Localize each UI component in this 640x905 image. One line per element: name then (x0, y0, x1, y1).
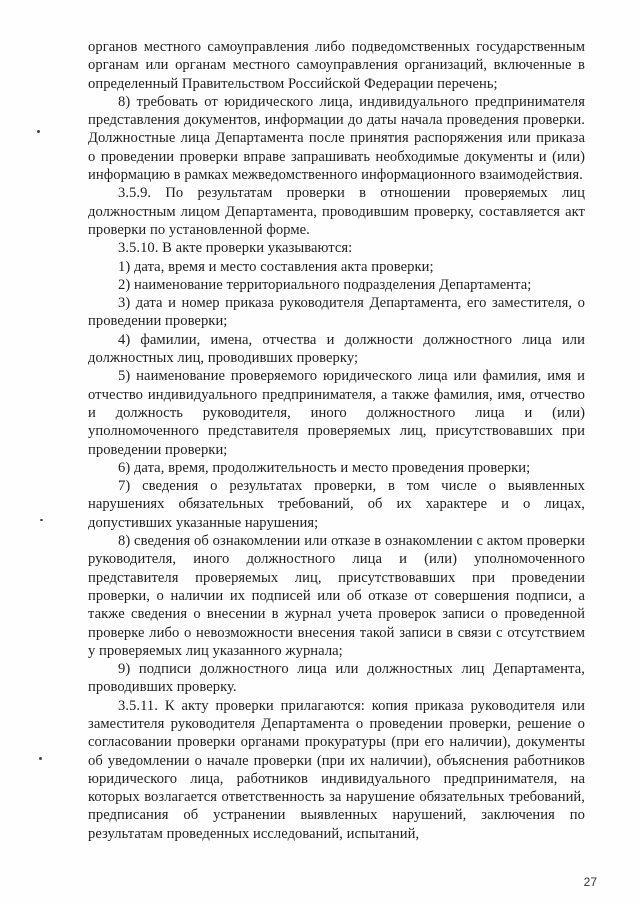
list-item-2: 2) наименование территориального подразделения Департамента; (118, 276, 532, 293)
scan-speck (40, 519, 43, 521)
list-item-8: 8) сведения об ознакомлении или отказе в ознакомлении с актом проверки руководителя, иного должностного лица и (или) уполномоченного представителя проверяемых лиц, присутствовавших при проведении проверки, о наличии их подписей или об отказе от совершения подписи, а также сведения о внесении в журнал учета проверок записи о проведенной проверке либо о невозможности внесения такой записи в связи с отсутствием у проверяемых лиц указанного журнала; (88, 533, 585, 659)
document-body (88, 38, 585, 843)
list-item-4: 4) фамилии, имена, отчества и должности должностного лица или должностных лиц, проводивших проверку; (88, 331, 585, 367)
list-item-1: 1) дата, время и место составления акта проверки; (118, 258, 434, 275)
paragraph-3-5-11: 3.5.11. К акту проверки прилагаются: копия приказа руководителя или заместителя руководителя Департамента о проведении проверки, решение о согласовании проверки органами прокуратуры (при его наличии), документы об уведомлении о начале проверки (при их наличии), объяснения работников юридического лица, работников индивидуального предпринимателя, на которых возлагается ответственность за нарушение обязательных требований, предписания об устранении выявленных нарушений, заключения по результатам проведенных исследований, испытаний, (88, 697, 585, 842)
list-item-9: 9) подписи должностного лица или должностных лиц Департамента, проводивших проверку. (88, 661, 585, 696)
list-item-5: 5) наименование проверяемого юридического лица или фамилия, имя и отчество индивидуального предпринимателя, а также фамилия, имя, отчество и должность руководителя, иного должностного лица и (или) уполномоченного представителя проверяемых лиц, присутствовавших при проведении проверки; (88, 368, 585, 458)
list-item-3: 3) дата и номер приказа руководителя Департамента, его заместителя, о проведении проверки; (88, 295, 585, 330)
paragraph-continuation: органов местного самоуправления либо подведомственных государственным органам или органам местного самоуправления организаций, включенные в определенный Правительством Российской Федерации перечень; (88, 39, 585, 92)
scan-speck (39, 757, 42, 760)
list-item-6: 6) дата, время, продолжительность и место проведения проверки; (118, 459, 531, 476)
list-item-7: 7) сведения о результатах проверки, в том числе о выявленных нарушениях обязательных требований, об их характере и о лицах, допустивших указанные нарушения; (88, 478, 585, 531)
paragraph-3-5-10: 3.5.10. В акте проверки указываются: (118, 240, 353, 257)
scan-speck (37, 130, 40, 133)
paragraph-3-5-9: 3.5.9. По результатам проверки в отношении проверяемых лиц должностным лицом Департамента, проводившим проверку, составляется акт проверки по установленной форме. (88, 185, 585, 238)
paragraph-item-8: 8) требовать от юридического лица, индивидуального предпринимателя представления документов, информации до даты начала проведения проверки. Должностные лица Департамента после принятия распоряжения или приказа о проведении проверки вправе запрашивать необходимые документы и (или) информацию в рамках межведомственного информационного взаимодействия. (88, 93, 585, 184)
page-number: 27 (583, 875, 597, 889)
